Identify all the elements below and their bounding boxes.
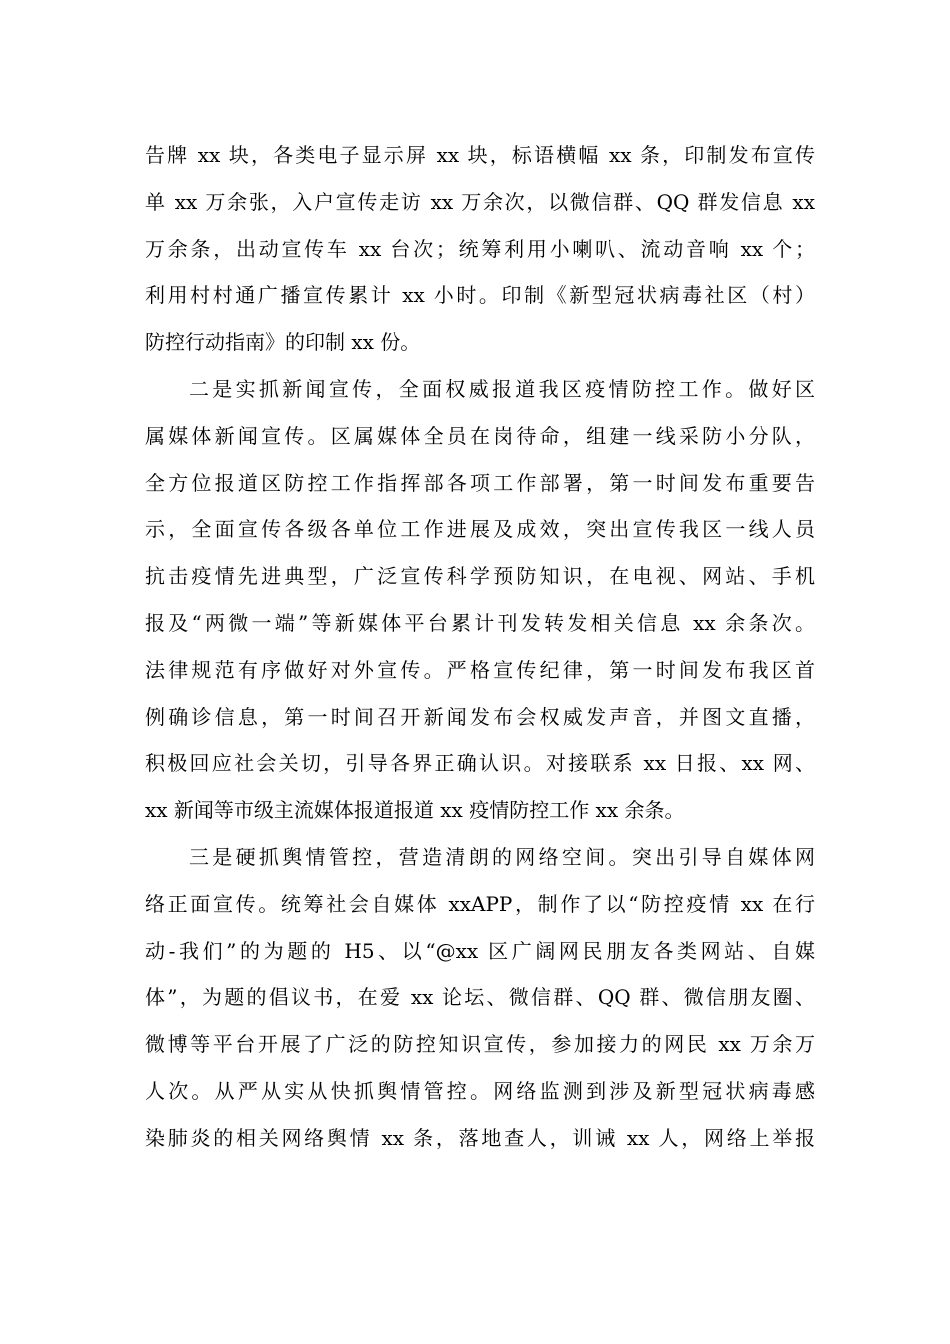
text-line: 微博等平台开展了广泛的防控知识宣传，参加接力的网民 xx 万余万 (145, 1032, 815, 1057)
text-line: 积极回应社会关切，引导各界正确认识。对接联系 xx 日报、xx 网、 (145, 751, 815, 776)
text-line: 属媒体新闻宣传。区属媒体全员在岗待命，组建一线采防小分队， (145, 423, 815, 448)
paragraph-1 (145, 132, 815, 366)
text-line: 法律规范有序做好对外宣传。严格宣传纪律，第一时间发布我区首 (145, 657, 815, 682)
text-line: 二是实抓新闻宣传，全面权威报道我区疫情防控工作。做好区 (189, 376, 815, 401)
text-line: xx 新闻等市级主流媒体报道报道 xx 疫情防控工作 xx 余条。 (145, 798, 685, 823)
text-line: 全方位报道区防控工作指挥部各项工作部署，第一时间发布重要告 (145, 470, 815, 495)
text-line: 示，全面宣传各级各单位工作进展及成效，突出宣传我区一线人员 (145, 517, 815, 542)
text-line: 单 xx 万余张，入户宣传走访 xx 万余次，以微信群、QQ 群发信息 xx (145, 189, 815, 214)
text-line: 利用村村通广播宣传累计 xx 小时。印制《新型冠状病毒社区（村） (145, 283, 815, 308)
text-line: 络正面宣传。统筹社会自媒体 xxAPP，制作了以“防控疫情 xx 在行 (145, 891, 815, 916)
document-body (145, 132, 815, 1162)
text-line: 报及“两微一端”等新媒体平台累计刊发转发相关信息 xx 余条次。 (145, 610, 815, 635)
text-line: 三是硬抓舆情管控，营造清朗的网络空间。突出引导自媒体网 (189, 844, 815, 869)
text-line: 告牌 xx 块，各类电子显示屏 xx 块，标语横幅 xx 条，印制发布宣传 (145, 143, 815, 167)
text-line: 万余条，出动宣传车 xx 台次；统筹利用小喇叭、流动音响 xx 个； (145, 236, 815, 261)
text-line: 染肺炎的相关网络舆情 xx 条，落地查人，训诫 xx 人，网络上举报 (145, 1125, 815, 1150)
text-line: 防控行动指南》的印制 xx 份。 (145, 330, 421, 355)
paragraph-3 (145, 834, 815, 1162)
paragraph-2 (145, 366, 815, 834)
text-line: 人次。从严从实从快抓舆情管控。网络监测到涉及新型冠状病毒感 (145, 1078, 815, 1103)
text-line: 抗击疫情先进典型，广泛宣传科学预防知识，在电视、网站、手机 (145, 564, 815, 589)
text-line: 动-我们”的为题的 H5、以“@xx 区广阔网民朋友各类网站、自媒 (145, 938, 815, 963)
text-line: 体”，为题的倡议书，在爱 xx 论坛、微信群、QQ 群、微信朋友圈、 (145, 985, 815, 1010)
text-line: 例确诊信息，第一时间召开新闻发布会权威发声音，并图文直播， (145, 704, 815, 729)
